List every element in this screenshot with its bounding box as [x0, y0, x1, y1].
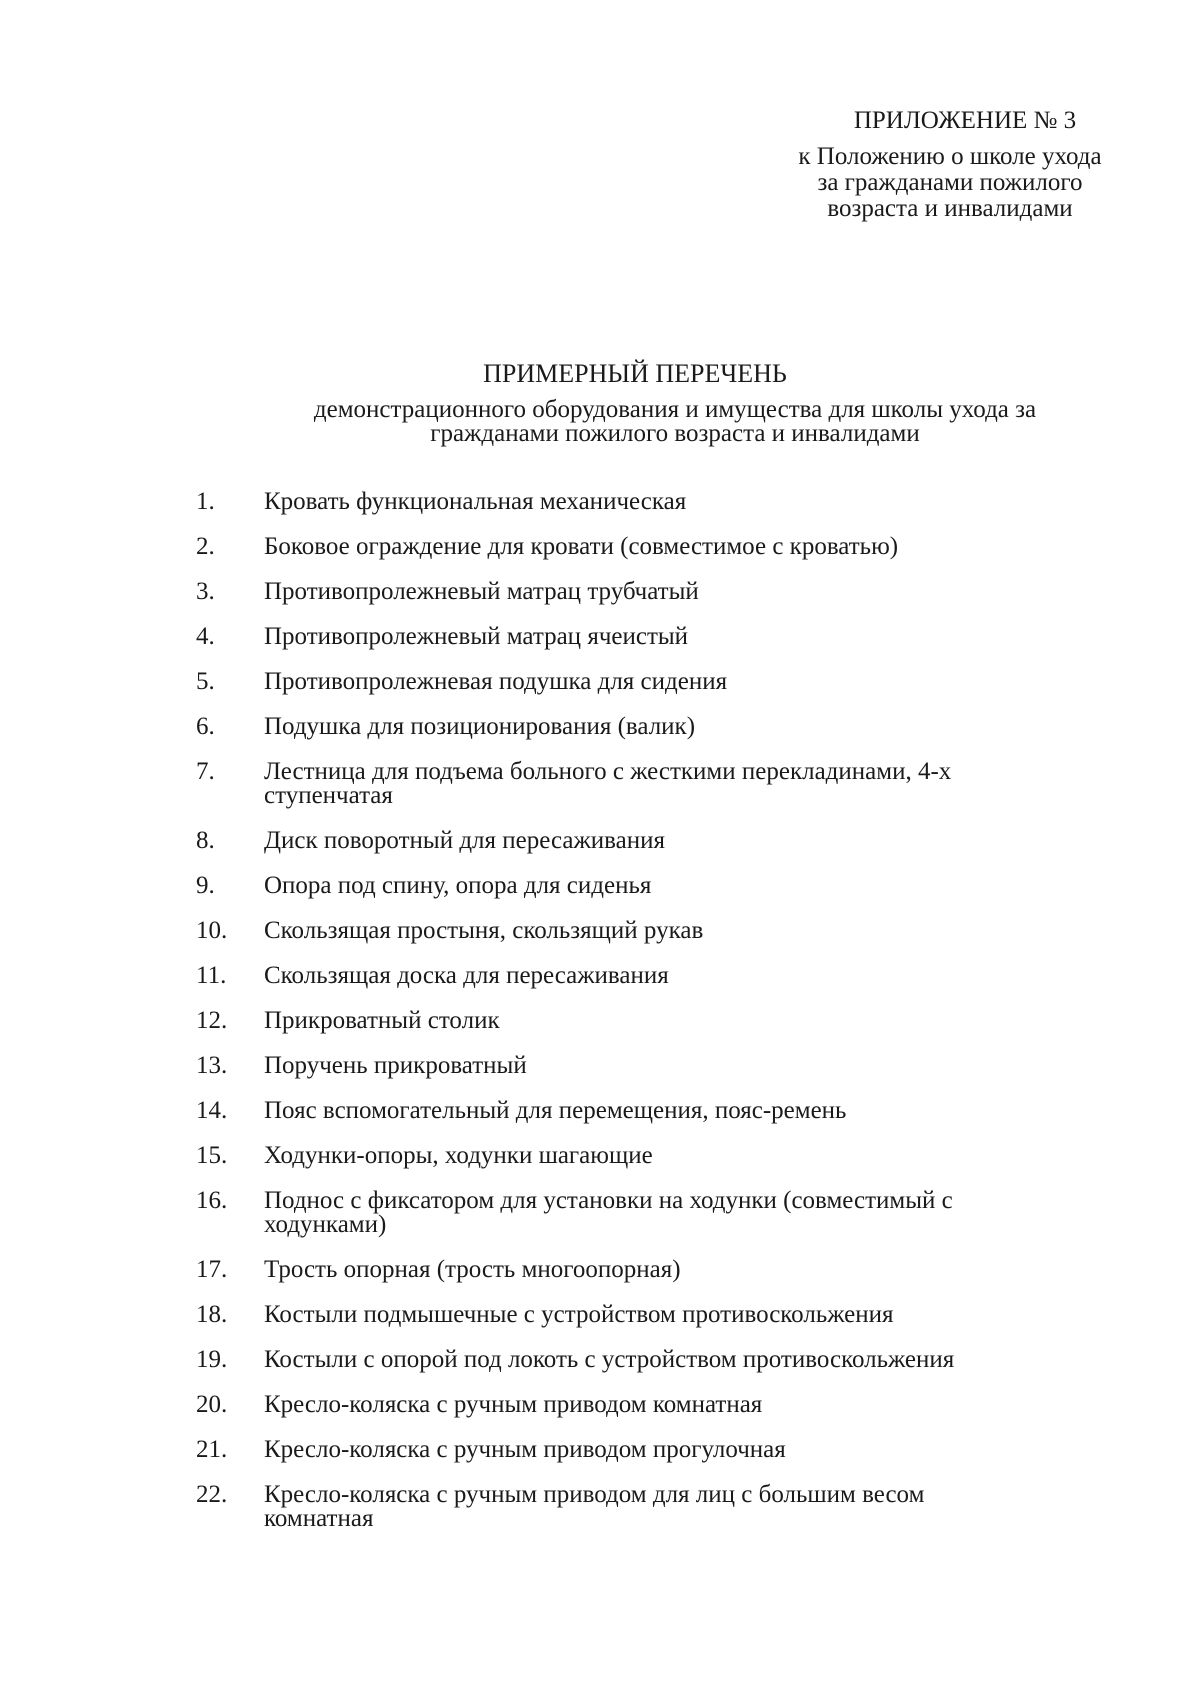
- list-item: [0, 1009, 1200, 1033]
- item-text: [264, 625, 1064, 649]
- item-text-line: Пояс вспомогательный для перемещения, пояс-ремень: [264, 1097, 847, 1124]
- item-number: 15.: [196, 1142, 228, 1169]
- item-number: 4.: [196, 623, 215, 650]
- list-item: [0, 829, 1200, 853]
- item-text: [264, 535, 1064, 559]
- item-text-line: Лестница для подъема больного с жесткими перекладинами, 4-х: [264, 758, 952, 785]
- item-text: [264, 829, 1064, 853]
- item-number: 5.: [196, 668, 215, 695]
- item-text: [264, 1393, 1064, 1417]
- appendix-line-3: возраста и инвалидами: [827, 195, 1073, 222]
- appendix-title: ПРИЛОЖЕНИЕ № 3: [853, 107, 1077, 134]
- list-item: [0, 1258, 1200, 1282]
- item-number: 18.: [196, 1301, 228, 1328]
- item-text-line: Кровать функциональная механическая: [264, 488, 687, 515]
- item-text-line: Костыли с опорой под локоть с устройством противоскольжения: [264, 1346, 955, 1373]
- item-text: [264, 760, 1064, 808]
- item-text-line: Противопролежневая подушка для сидения: [264, 668, 728, 695]
- list-item: [0, 1099, 1200, 1123]
- item-number: 22.: [196, 1481, 228, 1508]
- item-text: [264, 1348, 1064, 1372]
- list-item: [0, 919, 1200, 943]
- item-text: [264, 1303, 1064, 1327]
- item-text: [264, 1054, 1064, 1078]
- item-text-line: Кресло-коляска с ручным приводом для лиц с большим весом: [264, 1481, 925, 1508]
- item-text-line: Подушка для позиционирования (валик): [264, 713, 696, 740]
- list-item: [0, 760, 1200, 808]
- list-item: [0, 1189, 1200, 1237]
- appendix-header: [760, 108, 1140, 222]
- item-text-line: Ходунки-опоры, ходунки шагающие: [264, 1142, 653, 1169]
- item-number: 6.: [196, 713, 215, 740]
- list-item: [0, 625, 1200, 649]
- item-number: 8.: [196, 827, 215, 854]
- item-text-line: Кресло-коляска с ручным приводом комнатная: [264, 1391, 763, 1418]
- appendix-line-1: к Положению о школе ухода: [798, 143, 1102, 170]
- item-text: [264, 715, 1064, 739]
- item-number: 7.: [196, 758, 215, 785]
- item-text-line: ступенчатая: [264, 782, 393, 809]
- item-text: [264, 580, 1064, 604]
- list-item: [0, 1483, 1200, 1531]
- item-text-line: Костыли подмышечные с устройством противоскольжения: [264, 1301, 894, 1328]
- subtitle-line-1: демонстрационного оборудования и имущества для школы ухода за: [313, 396, 1037, 423]
- item-number: 21.: [196, 1436, 228, 1463]
- item-text: [264, 1009, 1064, 1033]
- item-text-line: Прикроватный столик: [264, 1007, 500, 1034]
- list-item: [0, 670, 1200, 694]
- list-item: [0, 874, 1200, 898]
- list-item: [0, 1054, 1200, 1078]
- item-text-line: Противопролежневый матрац трубчатый: [264, 578, 699, 605]
- list-item: [0, 580, 1200, 604]
- list-item: [0, 715, 1200, 739]
- item-text: [264, 1258, 1064, 1282]
- item-text: [264, 874, 1064, 898]
- item-number: 2.: [196, 533, 215, 560]
- document-subtitle: [255, 398, 1095, 446]
- list-item: [0, 1303, 1200, 1327]
- list-item: [0, 1393, 1200, 1417]
- list-item: [0, 490, 1200, 514]
- item-number: 17.: [196, 1256, 228, 1283]
- item-text: [264, 1099, 1064, 1123]
- list-item: [0, 1144, 1200, 1168]
- item-number: 1.: [196, 488, 215, 515]
- item-text: [264, 490, 1064, 514]
- item-text-line: Противопролежневый матрац ячеистый: [264, 623, 689, 650]
- item-text-line: комнатная: [264, 1505, 374, 1532]
- item-number: 20.: [196, 1391, 228, 1418]
- item-text-line: ходунками): [264, 1211, 387, 1238]
- item-number: 14.: [196, 1097, 228, 1124]
- item-number: 16.: [196, 1187, 228, 1214]
- item-number: 19.: [196, 1346, 228, 1373]
- item-text-line: Поднос с фиксатором для установки на ходунки (совместимый с: [264, 1187, 953, 1214]
- subtitle-line-2: гражданами пожилого возраста и инвалидами: [430, 420, 920, 447]
- item-text-line: Кресло-коляска с ручным приводом прогулочная: [264, 1436, 786, 1463]
- item-text: [264, 1438, 1064, 1462]
- item-number: 10.: [196, 917, 228, 944]
- item-text-line: Скользящая доска для пересаживания: [264, 962, 669, 989]
- item-text: [264, 919, 1064, 943]
- item-text-line: Диск поворотный для пересаживания: [264, 827, 665, 854]
- document-title: ПРИМЕРНЫЙ ПЕРЕЧЕНЬ: [483, 359, 787, 388]
- item-number: 9.: [196, 872, 215, 899]
- item-text-line: Трость опорная (трость многоопорная): [264, 1256, 681, 1283]
- item-text-line: Боковое ограждение для кровати (совместимое с кроватью): [264, 533, 899, 560]
- item-text: [264, 1144, 1064, 1168]
- item-number: 3.: [196, 578, 215, 605]
- item-number: 12.: [196, 1007, 228, 1034]
- item-text: [264, 670, 1064, 694]
- item-text-line: Скользящая простыня, скользящий рукав: [264, 917, 704, 944]
- item-text: [264, 1189, 1064, 1237]
- list-item: [0, 1348, 1200, 1372]
- item-number: 13.: [196, 1052, 228, 1079]
- list-item: [0, 964, 1200, 988]
- list-item: [0, 1438, 1200, 1462]
- item-text-line: Опора под спину, опора для сиденья: [264, 872, 652, 899]
- equipment-list: [0, 490, 1200, 1552]
- appendix-line-2: за гражданами пожилого: [817, 169, 1083, 196]
- item-text: [264, 1483, 1064, 1531]
- item-text: [264, 964, 1064, 988]
- list-item: [0, 535, 1200, 559]
- item-text-line: Поручень прикроватный: [264, 1052, 527, 1079]
- item-number: 11.: [196, 962, 227, 989]
